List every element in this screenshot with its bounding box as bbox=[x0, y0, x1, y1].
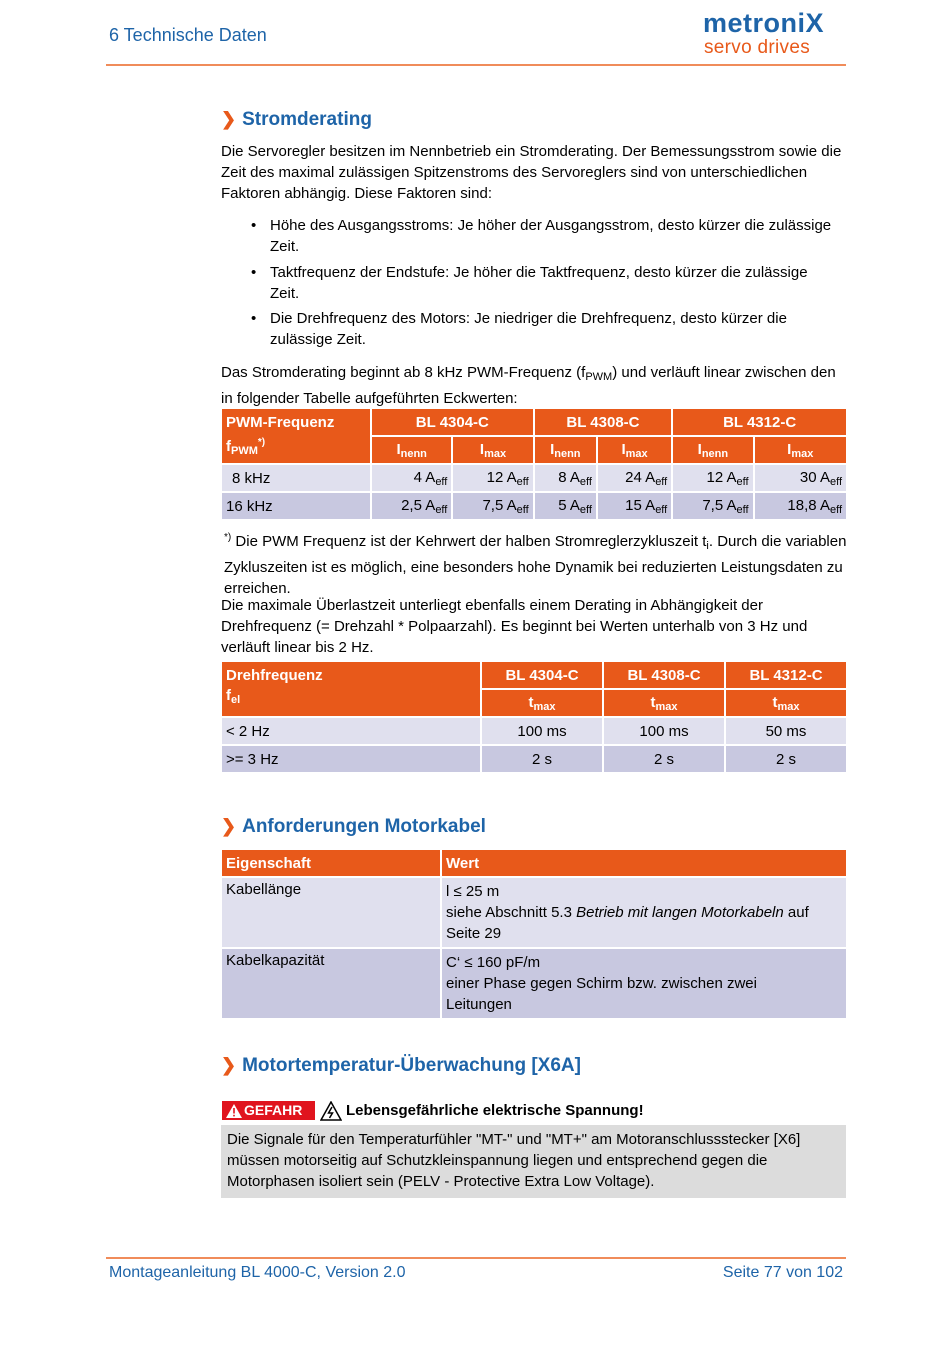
prop-cell: Kabellänge bbox=[221, 877, 441, 948]
prop-header: Eigenschaft bbox=[221, 849, 441, 877]
danger-badge-label: GEFAHR bbox=[244, 1102, 303, 1118]
freq-cell: 8 kHz bbox=[221, 464, 371, 492]
section-title-stromderating bbox=[221, 109, 372, 131]
pwm-derating-table bbox=[220, 407, 848, 521]
value-cell: 2 s bbox=[481, 745, 603, 773]
col-inenn: $I_{nenn}$ bbox=[534, 436, 597, 464]
danger-box bbox=[221, 1125, 846, 1198]
value-cell: 15 $A_{eff}$ bbox=[597, 492, 672, 520]
value-cell: 30 $A_{eff}$ bbox=[754, 464, 847, 492]
freq-cell: < 2 Hz bbox=[221, 717, 481, 745]
metronix-logo bbox=[703, 6, 848, 58]
model-header: BL 4312-C bbox=[672, 408, 847, 436]
chevron-right-icon: ❯ bbox=[221, 1055, 237, 1075]
value-cell: 2 s bbox=[603, 745, 725, 773]
value-cell: 2,5 $A_{eff}$ bbox=[371, 492, 452, 520]
value-header: Wert bbox=[441, 849, 847, 877]
model-header: BL 4304-C bbox=[481, 661, 603, 689]
bullet-icon: • bbox=[251, 264, 257, 281]
model-header: BL 4308-C bbox=[534, 408, 673, 436]
freq-cell: 16 kHz bbox=[221, 492, 371, 520]
footer-document-title: Montageanleitung BL 4000-C, Version 2.0 bbox=[109, 1264, 406, 1281]
footnote: *) Die PWM Frequenz ist der Kehrwert der halben Stromreglerzykluszeit $t_i$. Durch die variablen Zykluszeiten ist es möglich, eine besonders hohe Dynamik bei reduzierten Leistungsdaten zu erreichen. bbox=[224, 532, 847, 597]
motor-cable-table bbox=[220, 848, 848, 1020]
pwm-head-cell: PWM-Frequenz $f_{PWM}^{*)}$ bbox=[221, 408, 371, 464]
col-tmax: $t_{max}$ bbox=[725, 689, 847, 717]
overload-paragraph: Die maximale Überlastzeit unterliegt ebenfalls einem Derating in Abhängigkeit der Drehfrequenz (= Drehzahl * Polpaarzahl). Es beginnt bei Werten unterhalb von 3 Hz und verläuft linear bis 2 Hz. bbox=[221, 597, 808, 656]
value-cell: C‘ ≤ 160 pF/m einer Phase gegen Schirm bzw. zwischen zwei Leitungen bbox=[441, 948, 847, 1019]
section-title-text: Anforderungen Motorkabel bbox=[242, 816, 486, 837]
model-header: BL 4304-C bbox=[371, 408, 534, 436]
table-row bbox=[221, 717, 847, 745]
value-cell: 7,5 $A_{eff}$ bbox=[672, 492, 753, 520]
danger-headline: Lebensgefährliche elektrische Spannung! bbox=[346, 1102, 644, 1119]
dreh-head-cell: Drehfrequenz $f_{el}$ bbox=[221, 661, 481, 717]
section-title-motorkabel bbox=[221, 816, 486, 838]
value-cell: 100 ms bbox=[603, 717, 725, 745]
value-cell: 18,8 $A_{eff}$ bbox=[754, 492, 847, 520]
table-row bbox=[221, 877, 847, 948]
section-title-temperatur bbox=[221, 1055, 581, 1077]
value-cell: l ≤ 25 m siehe Abschnitt 5.3 Betrieb mit langen Motorkabeln auf Seite 29 bbox=[441, 877, 847, 948]
col-tmax: $t_{max}$ bbox=[481, 689, 603, 717]
value-cell: 24 $A_{eff}$ bbox=[597, 464, 672, 492]
list-item-text: Höhe des Ausgangsstroms: Je höher der Ausgangsstrom, desto kürzer die zulässige Zeit. bbox=[270, 217, 832, 255]
footer-divider bbox=[106, 1257, 846, 1259]
value-cell: 4 $A_{eff}$ bbox=[371, 464, 452, 492]
value-cell: 100 ms bbox=[481, 717, 603, 745]
table-row bbox=[221, 745, 847, 773]
value-cell: 7,5 $A_{eff}$ bbox=[452, 492, 533, 520]
col-imax: $I_{max}$ bbox=[452, 436, 533, 464]
bullet-icon: • bbox=[251, 217, 257, 234]
footer-page-number: Seite 77 von 102 bbox=[722, 1264, 843, 1281]
logo-subtitle: servo drives bbox=[704, 37, 811, 58]
value-cell: 8 $A_{eff}$ bbox=[534, 464, 597, 492]
col-inenn: $I_{nenn}$ bbox=[672, 436, 753, 464]
warning-triangle-icon bbox=[226, 1104, 242, 1118]
header-divider bbox=[106, 64, 846, 66]
bullet-icon: • bbox=[251, 310, 257, 327]
value-cell: 12 $A_{eff}$ bbox=[672, 464, 753, 492]
chevron-right-icon: ❯ bbox=[221, 816, 237, 836]
electric-hazard-icon bbox=[320, 1101, 342, 1121]
rotation-frequency-table bbox=[220, 660, 848, 774]
value-cell: 5 $A_{eff}$ bbox=[534, 492, 597, 520]
model-header: BL 4312-C bbox=[725, 661, 847, 689]
danger-text: Die Signale für den Temperaturfühler "MT-" und "MT+" am Motoranschlussstecker [X6] müssen motorseitig auf Schutzkleinspannung liegen und entsprechend gegen die Motorphasen isoliert sein (PELV - Protective Extra Low Voltage). bbox=[227, 1131, 801, 1190]
value-cell: 50 ms bbox=[725, 717, 847, 745]
section-title-text: Stromderating bbox=[242, 109, 372, 130]
freq-cell: >= 3 Hz bbox=[221, 745, 481, 773]
prop-cell: Kabelkapazität bbox=[221, 948, 441, 1019]
value-cell: 2 s bbox=[725, 745, 847, 773]
col-imax: $I_{max}$ bbox=[597, 436, 672, 464]
intro-paragraph: Die Servoregler besitzen im Nennbetrieb ein Stromderating. Der Bemessungsstrom sowie die Zeit des maximal zulässigen Spitzenstroms des Servoreglers sind von unterschiedlichen Faktoren abhängig. Diese Faktoren sind: bbox=[221, 143, 842, 202]
logo-main-text: metroni bbox=[703, 8, 806, 38]
table-row bbox=[221, 948, 847, 1019]
chapter-title: 6 Technische Daten bbox=[109, 25, 267, 45]
section-title-text: Motortemperatur-Überwachung [X6A] bbox=[242, 1055, 581, 1076]
logo-x-text: X bbox=[805, 8, 825, 38]
col-imax: $I_{max}$ bbox=[754, 436, 847, 464]
table-row bbox=[221, 492, 847, 520]
list-item-text: Taktfrequenz der Endstufe: Je höher die Taktfrequenz, desto kürzer die zulässige Zeit. bbox=[270, 264, 808, 302]
value-cell: 12 $A_{eff}$ bbox=[452, 464, 533, 492]
col-tmax: $t_{max}$ bbox=[603, 689, 725, 717]
list-item-text: Die Drehfrequenz des Motors: Je niedriger die Drehfrequenz, desto kürzer die zulässige Zeit. bbox=[270, 310, 787, 348]
col-inenn: $I_{nenn}$ bbox=[371, 436, 452, 464]
danger-badge bbox=[222, 1101, 315, 1120]
chevron-right-icon: ❯ bbox=[221, 109, 237, 129]
pwm-paragraph: Das Stromderating beginnt ab 8 kHz PWM-Frequenz $(f_{PWM})$ und verläuft linear zwischen den in folgender Tabelle aufgeführten Eckwerten: bbox=[221, 364, 836, 407]
table-row bbox=[221, 464, 847, 492]
model-header: BL 4308-C bbox=[603, 661, 725, 689]
